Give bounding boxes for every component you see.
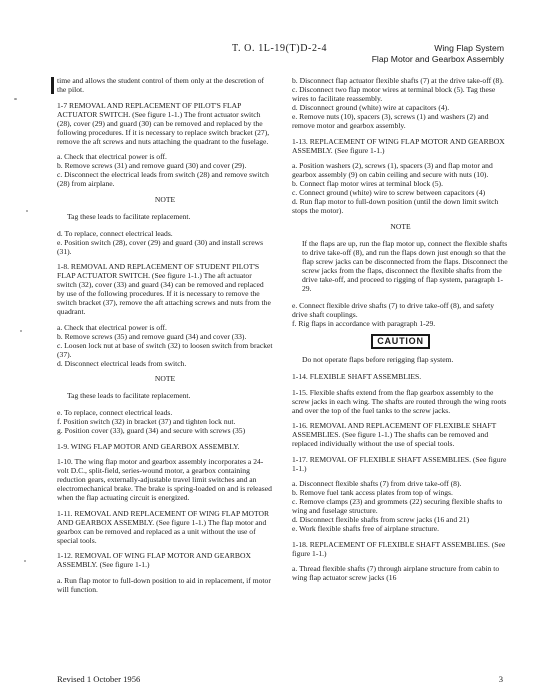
procedure-step: b. Remove screws (35) and remove guard (34) and cover (33).	[57, 331, 247, 341]
procedure-step: b. Connect flap motor wires at terminal block (5).	[292, 179, 443, 188]
note-text: If the flaps are up, run the flap motor up, connect the flexible shafts to drive take-off (8), and run the flaps down just enough so that the flap screw jacks can be disconnected from the flaps. Disconnect the screw jacks from the flaps, disconnect the flexible shafts from the drive take-off, and proceed to rigging of flap system, paragraph 1-29.	[302, 238, 508, 293]
procedure-step: c. Connect ground (white) wire to screw between capacitors (4)	[292, 188, 486, 197]
procedure-step: g. Position cover (33), guard (34) and secure with screws (35)	[57, 426, 246, 435]
caution-label-wrap	[292, 334, 509, 349]
procedure-step: b. Remove screws (31) and remove guard (30) and cover (29).	[57, 161, 247, 170]
note-text: Tag these leads to facilitate replacement.	[67, 391, 191, 400]
note-title: NOTE	[390, 221, 411, 231]
paragraph: 1-10. The wing flap motor and gearbox assembly incorporates a 24-volt D.C., split-field, series-wound motor, a gearbox containing reduction gears, externally-adjustable travel limit switches and an electromechanical brake. The brake is spring-loaded on and is released when the flap actuating circuit is energized.	[57, 457, 272, 502]
paragraph: 1-9. WING FLAP MOTOR AND GEARBOX ASSEMBLY.	[57, 441, 240, 451]
procedure-step: d. Run flap motor to full-down position (until the down limit switch stops the motor).	[292, 197, 499, 215]
section-subtitle: Flap Motor and Gearbox Assembly	[371, 54, 504, 64]
left-column	[57, 76, 273, 600]
procedure-step: e. Remove nuts (10), spacers (3), screws (1) and washers (2) and remove motor and gearbox assembly.	[292, 112, 489, 130]
note-text: Do not operate flaps before rerigging flap system.	[302, 355, 454, 364]
procedure-step: e. Connect flexible drive shafts (7) to drive take-off (8), and safety drive shaft couplings.	[292, 300, 495, 319]
procedure-step: e. Work flexible shafts free of airplane structure.	[292, 524, 440, 533]
note-title: NOTE	[154, 194, 176, 204]
procedure-step: d. Disconnect flexible shafts from screw jacks (16 and 21)	[292, 515, 470, 524]
paragraph: 1-12. REMOVAL OF WING FLAP MOTOR AND GEARBOX ASSEMBLY. (See figure 1-1.)	[57, 551, 251, 569]
procedure-step: c. Disconnect two flap motor wires at terminal block (5). Tag these wires to facilitate reassembly.	[292, 85, 496, 103]
note-title: NOTE	[154, 374, 176, 383]
page-number: 3	[498, 674, 503, 684]
procedure-step: b. Disconnect flap actuator flexible shafts (7) at the drive take-off (8).	[292, 76, 504, 85]
procedure-step: c. Disconnect the electrical leads from switch (28) and remove switch (28) from airplane.	[57, 170, 269, 188]
caution-label: CAUTION	[371, 334, 430, 349]
procedure-step: a. Check that electrical power is off.	[57, 322, 167, 332]
procedure-step: d. To replace, connect electrical leads.	[57, 228, 173, 238]
paragraph: 1-8. REMOVAL AND REPLACEMENT OF STUDENT PILOT'S FLAP ACTUATOR SWITCH. (See figure 1-1.) The aft actuator switch (32), cover (33) and guard (34) can be removed and replaced by use of the following procedures. If it is necessary to remove the switch bracket (37), remove the aft attaching screws and nuts from the quadrant.	[57, 262, 271, 316]
paragraph: 1-18. REPLACEMENT OF FLEXIBLE SHAFT ASSEMBLIES. (See figure 1-1.)	[292, 539, 506, 558]
procedure-step: a. Check that electrical power is off.	[57, 152, 167, 161]
procedure-step: f. Rig flaps in accordance with paragraph 1-29.	[292, 318, 436, 328]
procedure-step: c. Remove clamps (23) and grommets (22) securing flexible shafts to wing and fuselage structure.	[292, 497, 503, 515]
procedure-step: f. Position switch (32) in bracket (37) and tighten lock nut.	[57, 417, 236, 426]
scan-speck	[20, 330, 22, 332]
paragraph: 1-17. REMOVAL OF FLEXIBLE SHAFT ASSEMBLIES. (See figure 1-1.)	[292, 454, 507, 473]
procedure-step: b. Remove fuel tank access plates from top of wings.	[292, 488, 453, 497]
scan-speck	[24, 560, 26, 562]
scan-speck	[14, 98, 17, 100]
procedure-step: a. Thread flexible shafts (7) through airplane structure from cabin to wing flap actuator screw jacks (16	[292, 564, 500, 582]
revision-date: Revised 1 October 1956	[57, 674, 141, 684]
section-title: Wing Flap System	[434, 43, 504, 53]
paragraph: 1-14. FLEXIBLE SHAFT ASSEMBLIES.	[292, 372, 422, 381]
procedure-step: d. Disconnect electrical leads from switch.	[57, 358, 187, 368]
doc-number: T. O. 1L-19(T)D-2-4	[232, 43, 328, 54]
procedure-step: a. Disconnect flexible shafts (7) from drive take-off (8).	[292, 479, 462, 488]
procedure-step: c. Loosen lock nut at base of switch (32) to loosen switch from bracket (37).	[57, 340, 273, 359]
procedure-step: a. Run flap motor to full-down position to aid in replacement, if motor will function.	[57, 575, 271, 594]
paragraph: 1-7 REMOVAL AND REPLACEMENT OF PILOT'S FLAP ACTUATOR SWITCH. (See figure 1-1.) The front actuator switch (28), cover (29) and guard (30) can be removed and replaced by the following procedures. If it is necessary to replace switch bracket (27), remove the aft screws and nuts attaching the quadrant to the fuselage.	[57, 100, 270, 146]
paragraph: time and allows the student control of them only at the descretion of the pilot.	[57, 76, 265, 94]
paragraph: 1-15. Flexible shafts extend from the flap gearbox assembly to the screw jacks in each wing. The shafts are routed through the wing roots and over the top of the fuel tanks to the screw jacks.	[292, 387, 507, 415]
procedure-step: e. To replace, connect electrical leads.	[57, 408, 173, 417]
paragraph: 1-11. REMOVAL AND REPLACEMENT OF WING FLAP MOTOR AND GEARBOX ASSEMBLY. (See figure 1-1.) The flap motor and gearbox can be removed and replaced as a unit without the use of special tools.	[57, 508, 270, 545]
paragraph: 1-13. REPLACEMENT OF WING FLAP MOTOR AND GEARBOX ASSEMBLY. (See figure 1-1.)	[292, 136, 505, 155]
procedure-step: a. Position washers (2), screws (1), spacers (3) and flap motor and gearbox assembly (9) on cabin ceiling and secure with nuts (10).	[292, 161, 493, 179]
right-column	[292, 76, 509, 589]
note-text: Tag these leads to facilitate replacement.	[67, 211, 191, 221]
section-header	[372, 43, 504, 65]
change-bar	[51, 77, 54, 94]
paragraph: 1-16. REMOVAL AND REPLACEMENT OF FLEXIBLE SHAFT ASSEMBLIES. (See figure 1-1.) The shafts can be removed and replaced individually without the use of special tools.	[292, 421, 497, 448]
scan-speck	[26, 210, 28, 212]
procedure-step: d. Disconnect ground (white) wire at capacitors (4).	[292, 103, 450, 112]
procedure-step: e. Position switch (28), cover (29) and guard (30) and install screws (31).	[57, 237, 264, 256]
